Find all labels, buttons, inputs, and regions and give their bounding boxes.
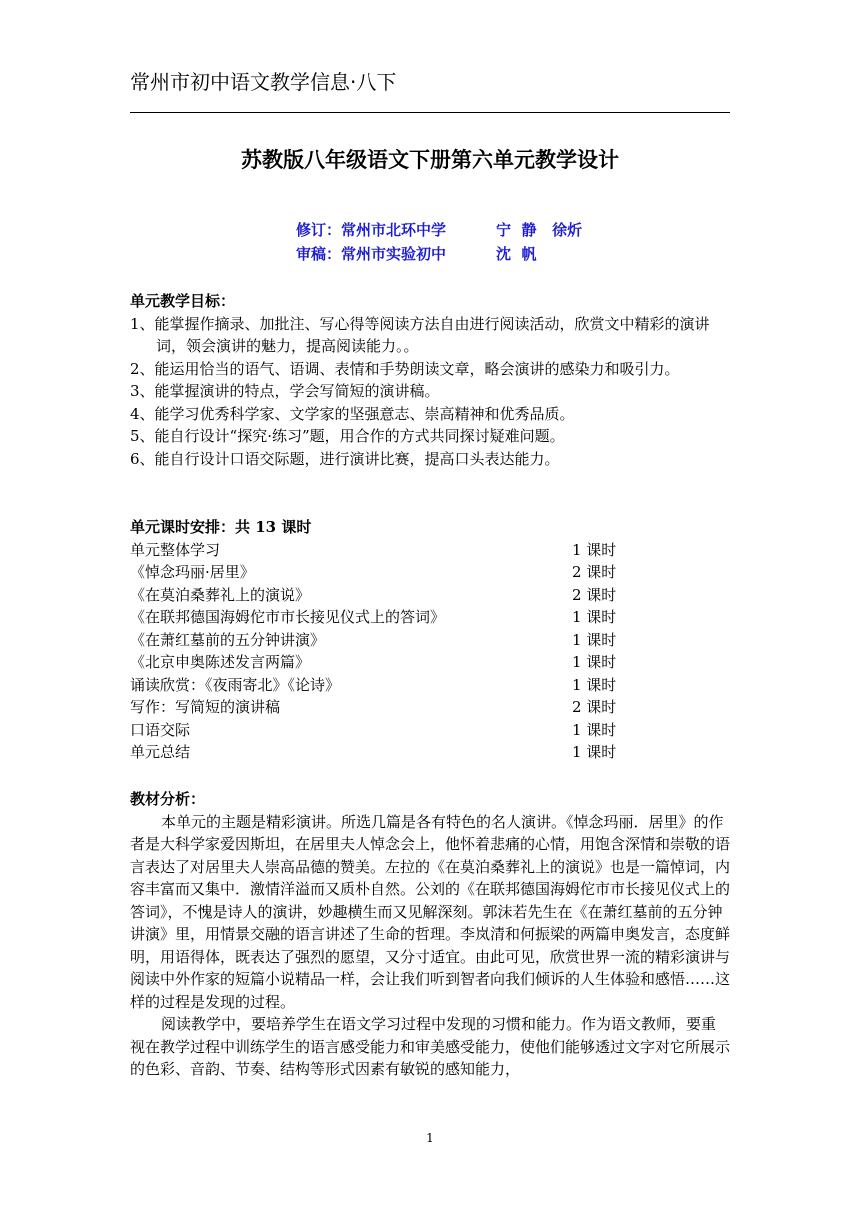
goal-item: 5、能自行设计“探究·练习”题，用合作的方式共同探讨疑难问题。: [130, 427, 565, 445]
schedule-row: [130, 584, 730, 607]
lesson-name: 《北京申奥陈述发言两篇》: [130, 653, 311, 671]
schedule-heading: 单元课时安排：共 13 课时: [130, 518, 312, 536]
lesson-hours: 1 课时: [572, 653, 617, 671]
lesson-hours: 1 课时: [572, 630, 617, 649]
lesson-hours: 2 课时: [572, 698, 617, 716]
lesson-name: 《在萧红墓前的五分钟讲演》: [130, 630, 326, 649]
lesson-hours: 1 课时: [572, 743, 617, 761]
schedule-row: [130, 561, 730, 584]
goal-item: 3、能掌握演讲的特点，学会写简短的演讲稿。: [130, 382, 440, 400]
lesson-name: 《悼念玛丽·居里》: [130, 563, 255, 581]
lesson-name: 《在联邦德国海姆佗市市长接见仪式上的答词》: [130, 608, 446, 626]
schedule-row: [130, 651, 730, 674]
credit-names: 宁 静 徐炘: [496, 221, 583, 239]
goal-item: 2、能运用恰当的语气、语调、表情和手势朗读文章，略会演讲的感染力和吸引力。: [130, 359, 680, 378]
schedule-row: [130, 674, 730, 697]
credit-label: 修订：常州市北环中学: [296, 221, 447, 239]
credit-label: 审稿：常州市实验初中: [296, 245, 447, 263]
lesson-name: 口语交际: [130, 720, 191, 739]
credit-reviewer: [296, 242, 582, 266]
schedule-row: [130, 606, 730, 629]
goal-item: 1、能掌握作摘录、加批注、写心得等阅读方法自由进行阅读活动，欣赏文中精彩的演讲词，领会演讲的魅力，提高阅读能力。。: [130, 314, 710, 355]
schedule-row: [130, 741, 730, 764]
credit-reviser: [296, 218, 582, 242]
unit-schedule: [130, 516, 730, 764]
page-title: 苏教版八年级语文下册第六单元教学设计: [241, 148, 619, 172]
analysis-paragraph: 阅读教学中，要培养学生在语文学习过程中发现的习惯和能力。作为语文教师，要重视在教学过程中训练学生的语言感受能力和审美感受能力，使他们能够透过文字对它所展示的色彩、音韵、节奏、结构等形式因素有敏锐的感知能力，: [130, 1015, 731, 1078]
credit-names: 沈 帆: [496, 245, 537, 263]
credits: [296, 218, 582, 266]
goals-heading: 单元教学目标：: [130, 292, 236, 310]
analysis-paragraph: 本单元的主题是精彩演讲。所选几篇是各有特色的名人演讲。《悼念玛丽．居里》的作者是大科学家爱因斯坦，在居里夫人悼念会上，他怀着悲痛的心情，用饱含深情和崇敬的语言表达了对居里夫人崇高品德的赞美。左拉的《在莫泊桑葬礼上的演说》也是一篇悼词，内容丰富而又集中．激情洋溢而又质朴自然。公刘的《在联邦德国海姆佗市市长接见仪式上的答词》，不愧是诗人的演讲，妙趣横生而又见解深刻。郭沫若先生在《在萧红墓前的五分钟讲演》里，用情景交融的语言讲述了生命的哲理。李岚清和何振梁的两篇申奥发言，态度鲜明，用语得体，既表达了强烈的愿望，又分寸适宜。由此可见，欣赏世界一流的精彩演讲与阅读中外作家的短篇小说精品一样，会让我们听到智者向我们倾诉的人生体验和感悟……这样的过程是发现的过程。: [130, 812, 731, 1011]
page-number: 1: [426, 1131, 434, 1145]
lesson-name: 《在莫泊桑葬礼上的演说》: [130, 585, 311, 604]
lesson-hours: 1 课时: [572, 608, 617, 626]
lesson-hours: 1 课时: [572, 540, 617, 559]
lesson-name: 诵读欣赏：《夜雨寄北》《论诗》: [130, 675, 341, 694]
schedule-row: [130, 539, 730, 562]
lesson-hours: 1 课时: [572, 720, 617, 739]
lesson-hours: 1 课时: [572, 675, 617, 694]
header-rule: [130, 112, 730, 113]
goal-item: 6、能自行设计口语交际题，进行演讲比赛，提高口头表达能力。: [130, 449, 560, 468]
lesson-name: 单元总结: [130, 743, 191, 761]
material-analysis: [130, 788, 730, 1081]
lesson-hours: 2 课时: [572, 563, 617, 581]
schedule-row: [130, 719, 730, 742]
lesson-name: 单元整体学习: [130, 540, 221, 559]
analysis-heading: 教材分析：: [130, 790, 206, 808]
schedule-row: [130, 696, 730, 719]
running-header: 常州市初中语文教学信息·八下: [130, 70, 397, 94]
lesson-name: 写作：写简短的演讲稿: [130, 698, 281, 716]
unit-goals: [130, 290, 730, 470]
schedule-row: [130, 629, 730, 652]
goal-item: 4、能学习优秀科学家、文学家的坚强意志、崇高精神和优秀品质。: [130, 404, 575, 423]
lesson-hours: 2 课时: [572, 585, 617, 604]
